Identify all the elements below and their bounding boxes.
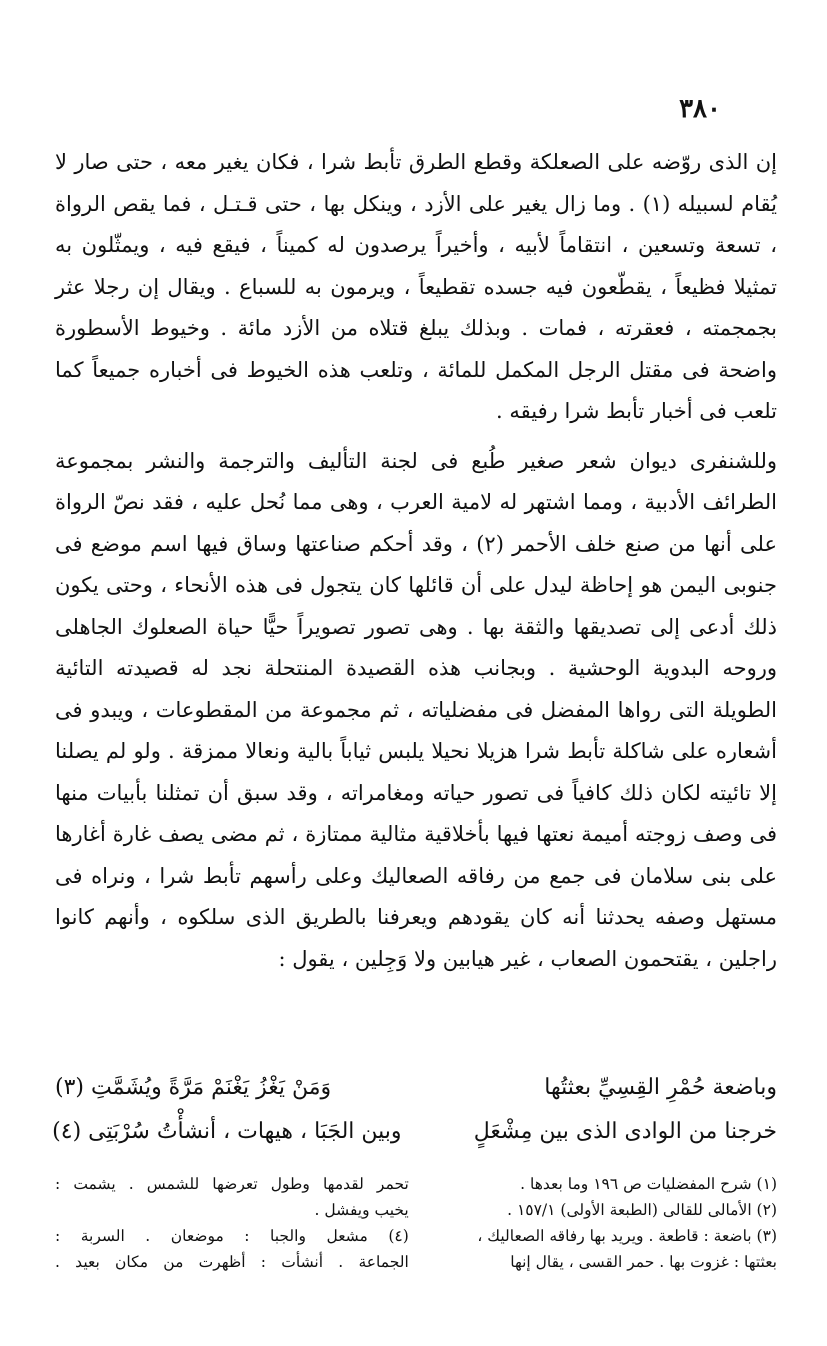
verse-first-hemistich: خرجنا من الوادى الذى بين مِشْعَلٍ	[473, 1119, 777, 1144]
main-text	[55, 142, 777, 980]
footnotes-left-column	[55, 1171, 409, 1275]
paragraph-1: إن الذى روّضه على الصعلكة وقطع الطرق تأبط شرا ، فكان يغير معه ، حتى صار لا يُقام لسبيله (١) . وما زال يغير على الأزد ، وينكل بها ، حتى قـتـل ، فما يقص الرواة ، تسعة وتسعين ، انتقاماً لأبيه ، وأخيراً يرصدون له كميناً ، فيقع فيه ، ويمثّلون به تمثيلا فظيعاً ، يقطّعون فيه جسده تقطيعاً ، ويرمون به للسباع . ويقال إن رجلا عثر بجمجمته ، فعقرته ، فمات . وبذلك يبلغ قتلاه من الأزد مائة . وخيوط الأسطورة واضحة فى مقتل الرجل المكمل للمائة ، وتلعب هذه الخيوط فى أخباره جميعاً كما تلعب فى أخبار تأبط شرا رفيقه .	[55, 150, 777, 423]
footnote-line: (٢) الأمالى للقالى (الطبعة الأولى) ١٥٧/١ .	[507, 1201, 777, 1219]
footnote-line: الجماعة . أنشأت : أظهرت من مكان بعيد .	[55, 1253, 409, 1271]
footnotes	[55, 1171, 777, 1275]
footnote-line: بعثتها : غزوت بها . حمر القسى ، يقال إنها	[510, 1253, 777, 1271]
footnote-line: (٤) مشعل والجبا : موضعان . السربة :	[55, 1227, 409, 1245]
poem-verses	[52, 1066, 777, 1154]
verse-line	[52, 1110, 777, 1154]
footnote-line: تحمر لقدمها وطول تعرضها للشمس . يشمت :	[55, 1175, 409, 1193]
paragraph-2: وللشنفرى ديوان شعر صغير طُبع فى لجنة التأليف والترجمة والنشر بمجموعة الطرائف الأدبية ، ومما اشتهر له لامية العرب ، وهى مما نُحل عليه ، فقد نصّ الرواة على أنها من صنع خلف الأحمر (٢) ، وقد أحكم صناعتها وساق فيها اسم موضع فى جنوبى اليمن هو إحاظة ليدل على أن قائلها كان يتجول فى هذه الأنحاء ، وحتى يكون ذلك أدعى إلى تصديقها والثقة بها . وهى تصور تصويراً حيًّا حياة الصعلوك الجاهلى وروحه البدوية الوحشية . وبجانب هذه القصيدة المنتحلة نجد له قصيدته التائية الطويلة التى رواها المفضل فى مفضلياته ، ثم مجموعة من المقطوعات ، ويبدو فى أشعاره على شاكلة تأبط شرا هزيلا نحيلا يلبس ثياباً بالية ونعالا ممزقة . ولو لم يصلنا إلا تائيته لكان ذلك كافياً فى تصور حياته ومغامراته ، وقد سبق أن تمثلنا بأبيات منها فى وصف زوجته أميمة نعتها فيها بأخلاقية مثالية ممتازة ، ثم مضى يصف غارة أغارها على بنى سلامان فى جمع من رفاقه الصعاليك وعلى رأسهم تأبط شرا ، ونراه فى مستهل وصفه يحدثنا أنه كان يقودهم ويعرفنا بالطريق الذى سلكوه ، وأنهم كانوا راجلين ، يقتحمون الصعاب ، غير هيابين ولا وَجِلين ، يقول :	[55, 448, 777, 971]
verse-first-hemistich: وباضعة حُمْرِ القِسِيِّ بعثتُها	[544, 1075, 777, 1100]
page-number: ٣٨٠	[679, 94, 721, 124]
footnotes-right-column	[423, 1171, 777, 1275]
footnote-line: (١) شرح المفضليات ص ١٩٦ وما بعدها .	[520, 1175, 777, 1193]
verse-line	[55, 1066, 777, 1110]
verse-second-hemistich: وَمَنْ يَغْزُ يَغْنَمْ مَرَّةً ويُشَمَّتِ (٣)	[55, 1075, 332, 1100]
footnote-line: (٣) باضعة : قاطعة . ويريد بها رفاقه الصعاليك ،	[477, 1227, 777, 1245]
verse-second-hemistich: وبين الجَبَا ، هيهات ، أنشأْتُ سُرْبَتِى (٤)	[52, 1119, 402, 1144]
footnote-line: يخيب ويفشل .	[314, 1201, 409, 1219]
